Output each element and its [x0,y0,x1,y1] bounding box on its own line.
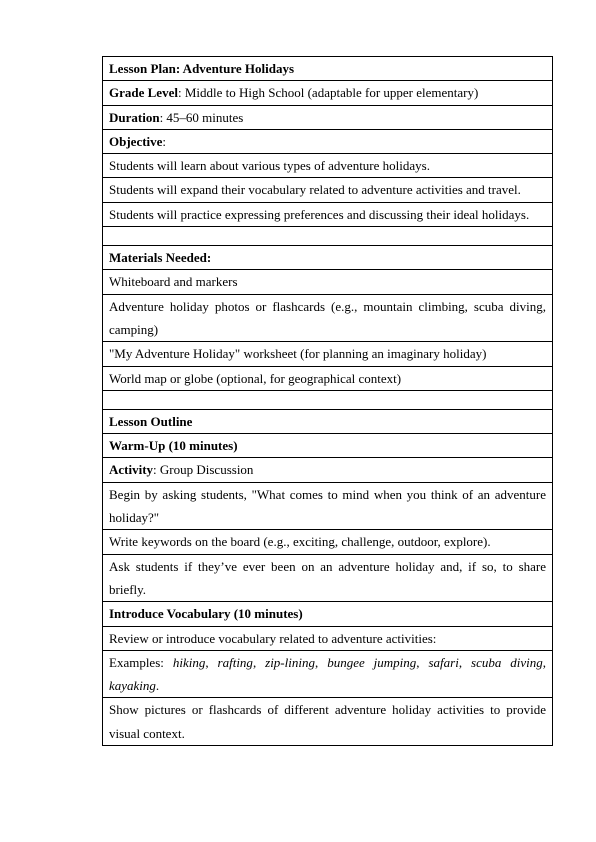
activity-label: Activity [109,462,154,478]
lesson-title: Lesson Plan: Adventure Holidays [109,61,295,76]
table-row [103,57,553,81]
material-item: Whiteboard and markers [103,270,553,294]
duration-cell [103,105,553,129]
example-separator: , [458,654,472,670]
table-row [103,105,553,129]
table-row [103,202,553,226]
table-row [103,342,553,366]
outline-heading-cell [103,409,553,433]
table-row [103,530,553,554]
table-row [103,246,553,270]
table-row [103,458,553,482]
table-row [103,650,553,698]
table-row [103,698,553,746]
example-separator: , [205,654,218,670]
example-term: rafting [217,654,253,670]
materials-heading-cell [103,246,553,270]
objective-label: Objective [109,133,163,149]
objective-item: Students will learn about various types of adventure holidays. [103,154,553,178]
vocabulary-heading: Introduce Vocabulary (10 minutes) [109,606,303,622]
example-term: zip-lining [265,654,315,670]
table-row [103,409,553,433]
example-term: bungee jumping [327,654,417,670]
vocabulary-intro: Review or introduce vocabulary related to adventure activities: [103,626,553,650]
activity-value: : Group Discussion [153,462,254,478]
lesson-plan-table [102,56,553,746]
table-row [103,366,553,390]
warmup-heading: Warm-Up (10 minutes) [109,438,238,454]
vocabulary-examples-cell [103,650,553,698]
vocabulary-show: Show pictures or flashcards of different adventure holiday activities to provide visual context. [103,698,553,746]
table-row [103,482,553,530]
outline-heading: Lesson Outline [109,413,193,429]
spacer-cell [103,227,553,246]
example-separator: , [416,654,429,670]
materials-heading: Materials Needed: [109,250,212,266]
activity-cell [103,458,553,482]
spacer-cell [103,390,553,409]
objective-colon: : [162,133,167,149]
material-item: Adventure holiday photos or flashcards (e.g., mountain climbing, scuba diving, camping) [103,294,553,342]
example-term: safari [428,654,459,670]
example-term: kayaking [109,678,156,694]
grade-level-label: Grade Level [109,85,178,101]
table-row [103,178,553,202]
grade-level-value: : Middle to High School (adaptable for upper elementary) [177,85,479,101]
duration-label: Duration [109,109,160,125]
example-separator: , [542,654,547,670]
lesson-title-cell [103,57,553,81]
objective-item: Students will practice expressing preferences and discussing their ideal holidays. [103,202,553,226]
table-row [103,270,553,294]
warmup-step: Begin by asking students, "What comes to mind when you think of an adventure holiday?" [103,482,553,530]
grade-level-cell [103,81,553,105]
examples-label: Examples: [109,654,173,670]
duration-value: : 45–60 minutes [159,109,244,125]
objective-item: Students will expand their vocabulary related to adventure activities and travel. [103,178,553,202]
warmup-heading-cell [103,434,553,458]
examples-end: . [155,678,160,694]
table-row [103,626,553,650]
table-row [103,129,553,153]
example-separator: , [252,654,266,670]
warmup-step: Ask students if they’ve ever been on an adventure holiday and, if so, to share briefly. [103,554,553,602]
vocabulary-heading-cell [103,602,553,626]
material-item: "My Adventure Holiday" worksheet (for planning an imaginary holiday) [103,342,553,366]
table-row [103,554,553,602]
table-row [103,434,553,458]
table-row [103,227,553,246]
warmup-step: Write keywords on the board (e.g., exciting, challenge, outdoor, explore). [103,530,553,554]
table-row [103,390,553,409]
table-row [103,602,553,626]
table-row [103,154,553,178]
example-term: scuba diving [471,654,543,670]
table-row [103,294,553,342]
example-separator: , [314,654,328,670]
objective-heading-cell [103,129,553,153]
table-row [103,81,553,105]
material-item: World map or globe (optional, for geographical context) [103,366,553,390]
example-term: hiking [172,654,206,670]
